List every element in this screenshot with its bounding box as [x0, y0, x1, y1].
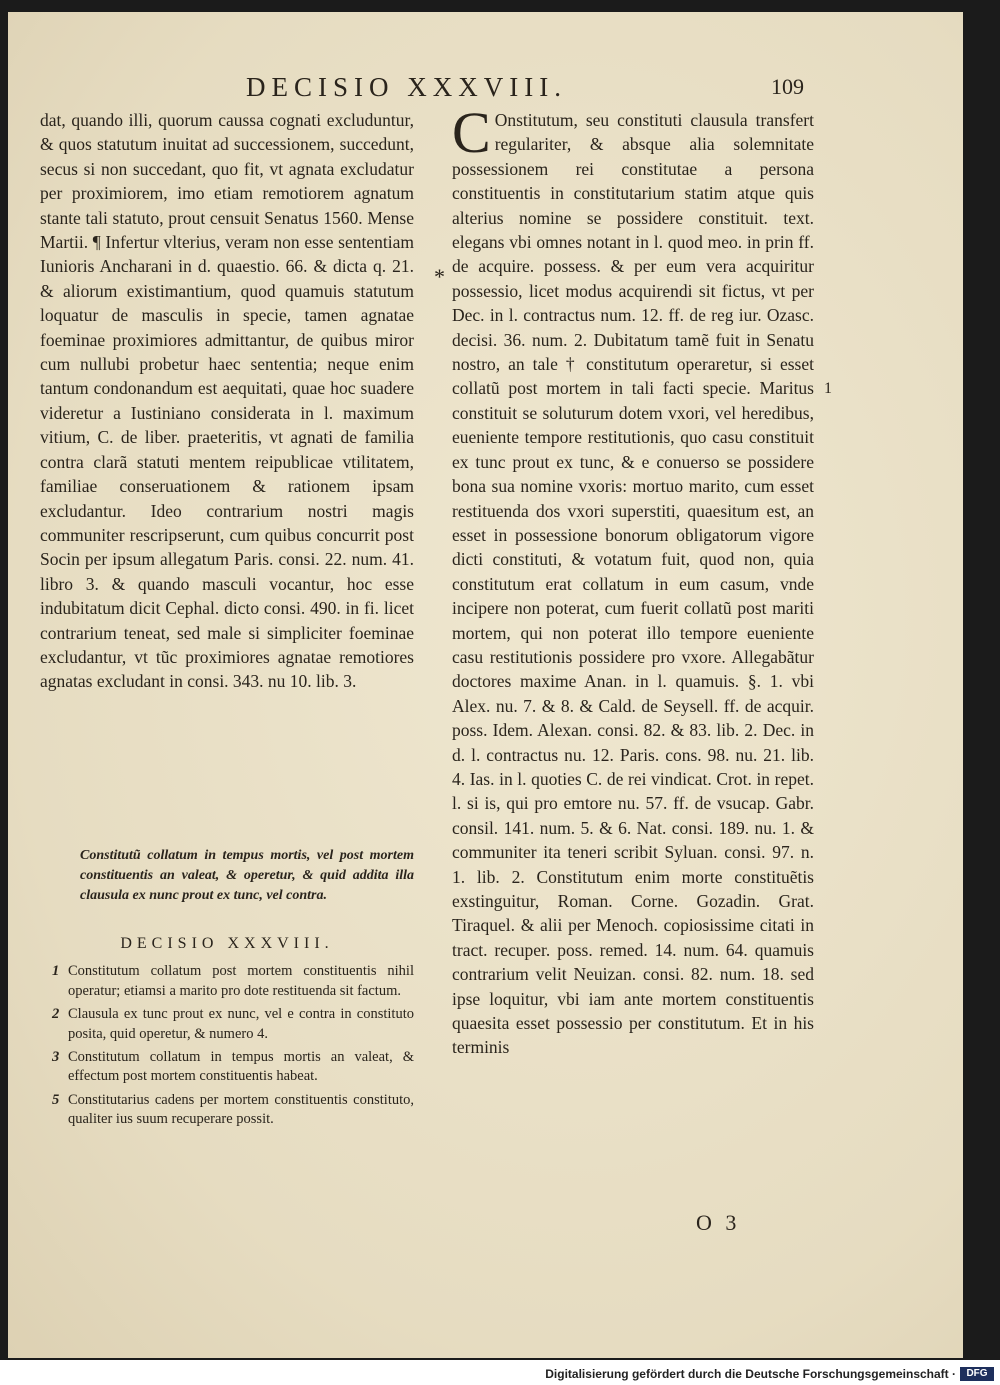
page-number: 109 [771, 74, 804, 99]
footer-bar [0, 1364, 1000, 1385]
decisio-heading: DECISIO XXXVIII. [120, 935, 334, 952]
summary-point [40, 1048, 414, 1087]
running-head: DECISIO XXXVIII. [246, 72, 567, 102]
summary-point [40, 1005, 414, 1044]
summary-point-number: 3 [52, 1049, 60, 1066]
summary-points [40, 962, 414, 1129]
margin-asterisk: * [434, 264, 445, 289]
page-header [8, 72, 963, 112]
summary-point-text: Clausula ex tunc prout ex nunc, vel e contra in constituto posita, quid operetur, & numero 4. [68, 1006, 414, 1042]
margin-note-number: 1 [824, 380, 832, 397]
right-column [452, 108, 814, 1208]
summary-point-number: 1 [52, 963, 60, 980]
summary-point [40, 1091, 414, 1130]
drop-cap: C [452, 108, 491, 165]
summary-point-text: Constitutarius cadens per mortem constituentis constituto, qualiter ius suum recuperare possit. [68, 1091, 414, 1128]
left-column [40, 108, 414, 1134]
book-page [8, 12, 963, 1358]
decision-summary: Constitutũ collatum in tempus mortis, vel post mortem constituentis an valeat, & operetur, & quid addita illa clausula ex nunc prout ex tunc, vel contra. [80, 848, 414, 903]
right-column-text: Onstitutum, seu constituti clausula transfert regulariter, & absque alia solemnitate possessionem rei constitutae a persona constituentis in constitutarium statim atque quis alterius nomine se possidere constituit. text. elegans vbi omnes notant in l. quod meo. in prin ff. de acquire. possess. & per eum vera acquiritur possessio, licet modus acquirendi sit fictus, vt per Dec. in l. contractus num. 12. ff. de reg iur. Ozasc. decisi. 36. num. 2. Dubitatum tamẽ fuit in Senatu nostro, an tale † constitutum operaretur, si esset collatũ post mortem in tali facti specie. Maritus constituit se soluturum dotem vxori, vel heredibus, eueniente tempore restitutionis, quo casu constituit ex tunc prout ex tunc, & e conuerso se possidere bona sua nomine vxoris: mortuo marito, cum esset restituenda dos vxori superstiti, quaesitum est, an esset in possessione bonorum obligatorum vigore dicti constituti, & votatum fuit, quod non, quia constitutum erat collatum in eum casum, vnde incipere non poterat, cum fuerit collatũ post mariti mortem, qui non poterat illo tempore eueniente casu restitutionis possidere pro vxore. Allegabãtur doctores maxime Anan. in l. quamuis. §. 1. vbi Alex. nu. 7. & 8. & Cald. de Seysell. ff. de acquir. poss. Idem. Alexan. consi. 82. & 83. lib. 2. Dec. in d. l. contractus nu. 12. Paris. cons. 98. nu. 21. lib. 4. Ias. in l. quoties C. de rei vindicat. Crot. in repet. l. si is, qui pro emtore nu. 57. ff. de vsucap. Gabr. consil. 141. num. 5. & 6. Nat. consi. 189. nu. 1. & communiter ita teneri scribit Syluan. consi. 97. n. 1. lib. 2. Constitutum enim morte constituẽtis exstinguitur, Roman. Corne. Gozadin. Grat. Tiraquel. & alii per Menoch. copiosissime citati in tract. recuper. poss. remed. 14. num. 64. quamuis contrarium velit Neuizan. consi. 82. num. 18. sed ipse loquitur, vbi iam ante mortem constituentis quaesita esset possessio per constitutum. Et in his terminis [452, 110, 814, 1058]
summary-point [40, 962, 414, 1001]
left-column-body: dat, quando illi, quorum caussa cognati excluduntur, & quos statutum inuitat ad successionem, succedunt, secus si non succedant, quo fit, vt agnata excludatur per proximiorem, imo etiam remotiorem agnatum stante tali statuto, prout censuit Senatus 1560. Mense Martii. ¶ Infertur vlterius, veram non esse sententiam Iunioris Ancharani in d. quaestio. 66. & dicta q. 21. & aliorum existimantium, quod quamuis statutum loquatur de masculis in specie, tamen agnatae foeminae proximiores admittantur, de quibus miror cum nullubi probetur haec sententia; neque enim tantum condonandum est aequitati, quae hoc suadere videretur a Iustiniano considerata in l. maximum vitium, C. de liber. praeteritis, vt agnati de familia contra clarã statuti mentem reipublicae vtilitatem, familiae conseruationem & rationem ipsam excludantur. Ideo contrarium nostri magis communiter rescripserunt, cum quibus concurrit post Socin per ipsum allegatum Paris. consi. 22. num. 41. libro 3. & quando masculi vocantur, hoc esse indubitatum dicit Cephal. dicto consi. 490. in fi. licet contrarium teneat, sed male si simpliciter foeminae excludantur, vt tũc proximiores agnatae remotiores agnatas excludant in consi. 343. nu 10. lib. 3. [40, 110, 414, 692]
summary-point-number: 2 [52, 1006, 60, 1023]
signature-mark: O 3 [696, 1210, 741, 1235]
summary-point-number: 5 [52, 1091, 60, 1108]
dfg-credit: Digitalisierung gefördert durch die Deutsche Forschungsgemeinschaft · [545, 1367, 956, 1381]
right-column-body [452, 108, 814, 1208]
summary-point-text: Constitutum collatum in tempus mortis an valeat, & effectum post mortem constituentis habeat. [68, 1049, 414, 1085]
summary-point-text: Constitutum collatum post mortem constituentis nihil operatur; etiamsi a marito pro dote restituenda sit factum. [68, 963, 414, 999]
dfg-logo-icon: DFG [960, 1367, 994, 1381]
